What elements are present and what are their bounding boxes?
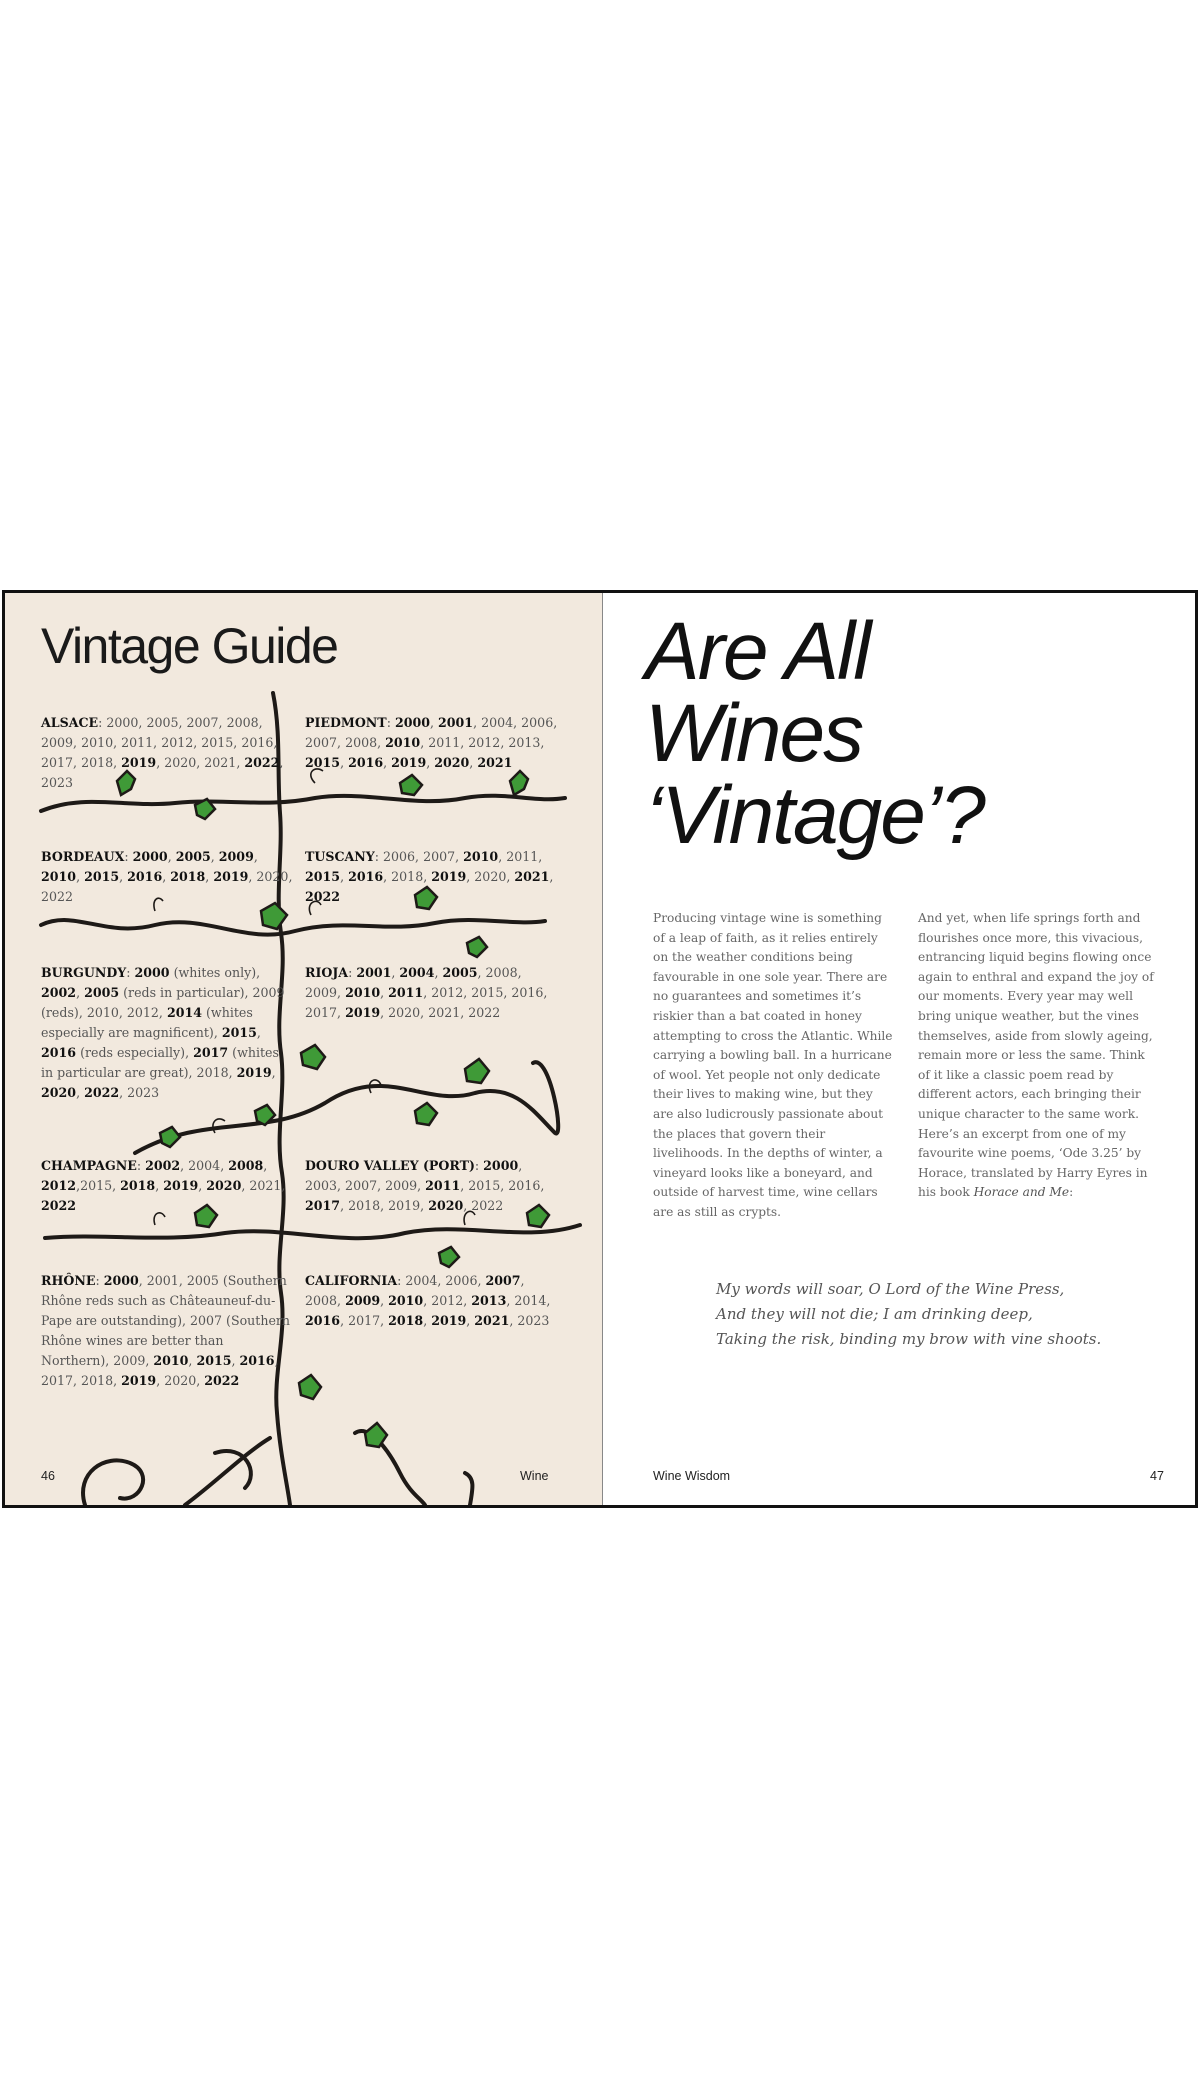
standout-year: 2015	[305, 755, 341, 770]
page-number-right: 47	[1150, 1469, 1164, 1483]
standout-year: 2016	[41, 1045, 77, 1060]
standout-year: 2017	[193, 1045, 229, 1060]
standout-year: 2019	[431, 869, 467, 884]
region-entry: TUSCANY: 2006, 2007, 2010, 2011, 2015, 2016, 2018, 2019, 2020, 2021, 2022	[305, 849, 554, 904]
standout-year: 2010	[463, 849, 499, 864]
standout-year: 2015	[305, 869, 341, 884]
standout-year: 2005	[442, 965, 478, 980]
region-name: DOURO VALLEY (PORT)	[305, 1158, 475, 1173]
standout-year: 2005	[175, 849, 211, 864]
standout-year: 2021	[514, 869, 550, 884]
standout-year: 2018	[388, 1313, 424, 1328]
standout-year: 2009	[218, 849, 254, 864]
chapter-title-line: ‘Vintage’?	[645, 770, 984, 861]
region-name: RIOJA	[305, 965, 349, 980]
standout-year: 2010	[41, 869, 77, 884]
vintage-guide-title: Vintage Guide	[41, 618, 338, 674]
standout-year: 2022	[41, 1198, 77, 1213]
standout-year: 2000	[394, 715, 430, 730]
region-entry: RHÔNE: 2000, 2001, 2005 (Southern Rhône reds such as Châteauneuf-du-Pape are outstanding), 2007 (Southern Rhône wines are better than Northern), 2009, 2010, 2015, 2016, 2017, 2018, 2019, 2020, 2022	[41, 1273, 291, 1388]
region-name: BORDEAUX	[41, 849, 125, 864]
chapter-title-line: Are All	[645, 606, 870, 697]
standout-year: 2015	[221, 1025, 257, 1040]
standout-year: 2001	[356, 965, 392, 980]
standout-year: 2002	[145, 1158, 181, 1173]
page-number-left: 46	[41, 1469, 55, 1483]
standout-year: 2022	[305, 889, 341, 904]
standout-year: 2019	[236, 1065, 272, 1080]
region-entry: ALSACE: 2000, 2005, 2007, 2008, 2009, 2010, 2011, 2012, 2015, 2016, 2017, 2018, 2019, 2020, 2021, 2022, 2023	[41, 715, 284, 790]
standout-year: 2010	[345, 985, 381, 1000]
standout-year: 2022	[244, 755, 280, 770]
left-page	[5, 593, 603, 1505]
body-column-2-end: :	[1069, 1185, 1074, 1200]
standout-year: 2018	[170, 869, 206, 884]
region-name: PIEDMONT	[305, 715, 387, 730]
standout-year: 2020	[434, 755, 470, 770]
region-entry: BURGUNDY: 2000 (whites only), 2002, 2005 (reds in particular), 2009 (reds), 2010, 2012, 2014 (whites especially are magnificent), 2015, 2016 (reds especially), 2017 (whites in particular are great), 2018, 2019, 2020, 2022, 2023	[41, 965, 285, 1100]
standout-year: 2010	[388, 1293, 424, 1308]
book-spread	[2, 590, 1198, 1508]
standout-year: 2002	[41, 985, 77, 1000]
standout-year: 2016	[348, 869, 384, 884]
right-page	[603, 593, 1195, 1505]
standout-year: 2021	[474, 1313, 510, 1328]
standout-year: 2022	[84, 1085, 120, 1100]
standout-year: 2000	[103, 1273, 139, 1288]
standout-year: 2020	[428, 1198, 464, 1213]
standout-year: 2019	[163, 1178, 199, 1193]
standout-year: 2021	[477, 755, 513, 770]
region-entry: RIOJA: 2001, 2004, 2005, 2008, 2009, 2010, 2011, 2012, 2015, 2016, 2017, 2019, 2020, 2021, 2022	[305, 965, 548, 1020]
quote-line: And they will not die; I am drinking deep,	[716, 1305, 1033, 1323]
standout-year: 2010	[153, 1353, 189, 1368]
standout-year: 2007	[485, 1273, 521, 1288]
standout-year: 2019	[121, 755, 157, 770]
running-head-right: Wine Wisdom	[653, 1469, 731, 1483]
standout-year: 2022	[204, 1373, 240, 1388]
region-entry: DOURO VALLEY (PORT): 2000, 2003, 2007, 2009, 2011, 2015, 2016, 2017, 2018, 2019, 2020, 2022	[305, 1158, 545, 1213]
standout-year: 2013	[471, 1293, 507, 1308]
standout-year: 2019	[213, 869, 249, 884]
standout-year: 2015	[196, 1353, 232, 1368]
standout-year: 2014	[166, 1005, 203, 1020]
standout-year: 2004	[399, 965, 435, 980]
poem-quote	[716, 1277, 1156, 1352]
standout-year: 2011	[425, 1178, 461, 1193]
body-column-1: Producing vintage wine is something of a leap of faith, as it relies entirely on the weather conditions being favourable in one sole year. There are no guarantees and sometimes it’s riskier than a bat coated in honey attempting to cross the Atlantic. While carrying a bowling ball. In a hurricane of wool. Yet people not only dedicate their lives to making wine, but they are also ludicrously passionate about the places that govern their livelihoods. In the depths of winter, a vineyard looks like a boneyard, and outside of harvest time, wine cellars are as still as crypts.	[653, 911, 893, 1219]
book-title: Horace and Me	[973, 1185, 1070, 1200]
standout-year: 2019	[345, 1005, 381, 1020]
body-column-2	[918, 909, 1158, 1203]
standout-year: 2016	[348, 755, 384, 770]
standout-year: 2008	[228, 1158, 264, 1173]
standout-year: 2020	[206, 1178, 242, 1193]
region-name: TUSCANY	[305, 849, 375, 864]
region-name: RHÔNE	[41, 1273, 96, 1288]
standout-year: 2016	[239, 1353, 275, 1368]
standout-year: 2000	[132, 849, 168, 864]
region-entry: BORDEAUX: 2000, 2005, 2009, 2010, 2015, 2016, 2018, 2019, 2020, 2022	[41, 849, 293, 904]
chapter-title-line: Wines	[645, 688, 863, 779]
standout-year: 2000	[134, 965, 170, 980]
region-entry: CALIFORNIA: 2004, 2006, 2007, 2008, 2009, 2010, 2012, 2013, 2014, 2016, 2017, 2018, 2019, 2021, 2023	[305, 1273, 551, 1328]
chapter-title	[645, 606, 984, 861]
standout-year: 2011	[388, 985, 424, 1000]
standout-year: 2001	[438, 715, 474, 730]
standout-year: 2016	[127, 869, 163, 884]
standout-year: 2000	[483, 1158, 519, 1173]
region-name: CALIFORNIA	[305, 1273, 398, 1288]
standout-year: 2012	[41, 1178, 77, 1193]
region-entry: CHAMPAGNE: 2002, 2004, 2008, 2012,2015, 2018, 2019, 2020, 2021, 2022	[41, 1158, 286, 1213]
standout-year: 2016	[305, 1313, 341, 1328]
running-head-left: Wine	[520, 1469, 549, 1483]
standout-year: 2018	[120, 1178, 156, 1193]
standout-year: 2009	[345, 1293, 381, 1308]
standout-year: 2019	[391, 755, 427, 770]
standout-year: 2017	[305, 1198, 341, 1213]
standout-year: 2019	[431, 1313, 467, 1328]
standout-year: 2010	[385, 735, 421, 750]
region-entry: PIEDMONT: 2000, 2001, 2004, 2006, 2007, 2008, 2010, 2011, 2012, 2013, 2015, 2016, 2019, 2020, 2021	[305, 715, 558, 770]
quote-line: Taking the risk, binding my brow with vine shoots.	[716, 1330, 1102, 1348]
region-name: ALSACE	[41, 715, 99, 730]
region-name: BURGUNDY	[41, 965, 127, 980]
body-column-2-text: And yet, when life springs forth and flourishes once more, this vivacious, entrancing liquid begins flowing once again to enthral and expand the joy of our moments. Every year may well bring unique weather, but the vines themselves, aside from slowly ageing, remain more or less the same. Think of it like a classic poem read by different actors, each bringing their unique character to the same work. Here’s an excerpt from one of my favourite wine poems, ‘Ode 3.25’ by Horace, translated by Harry Eyres in his book	[918, 911, 1154, 1200]
standout-year: 2015	[84, 869, 120, 884]
quote-line: My words will soar, O Lord of the Wine Press,	[716, 1280, 1065, 1298]
standout-year: 2019	[121, 1373, 157, 1388]
region-name: CHAMPAGNE	[41, 1158, 137, 1173]
standout-year: 2005	[84, 985, 120, 1000]
standout-year: 2020	[41, 1085, 77, 1100]
